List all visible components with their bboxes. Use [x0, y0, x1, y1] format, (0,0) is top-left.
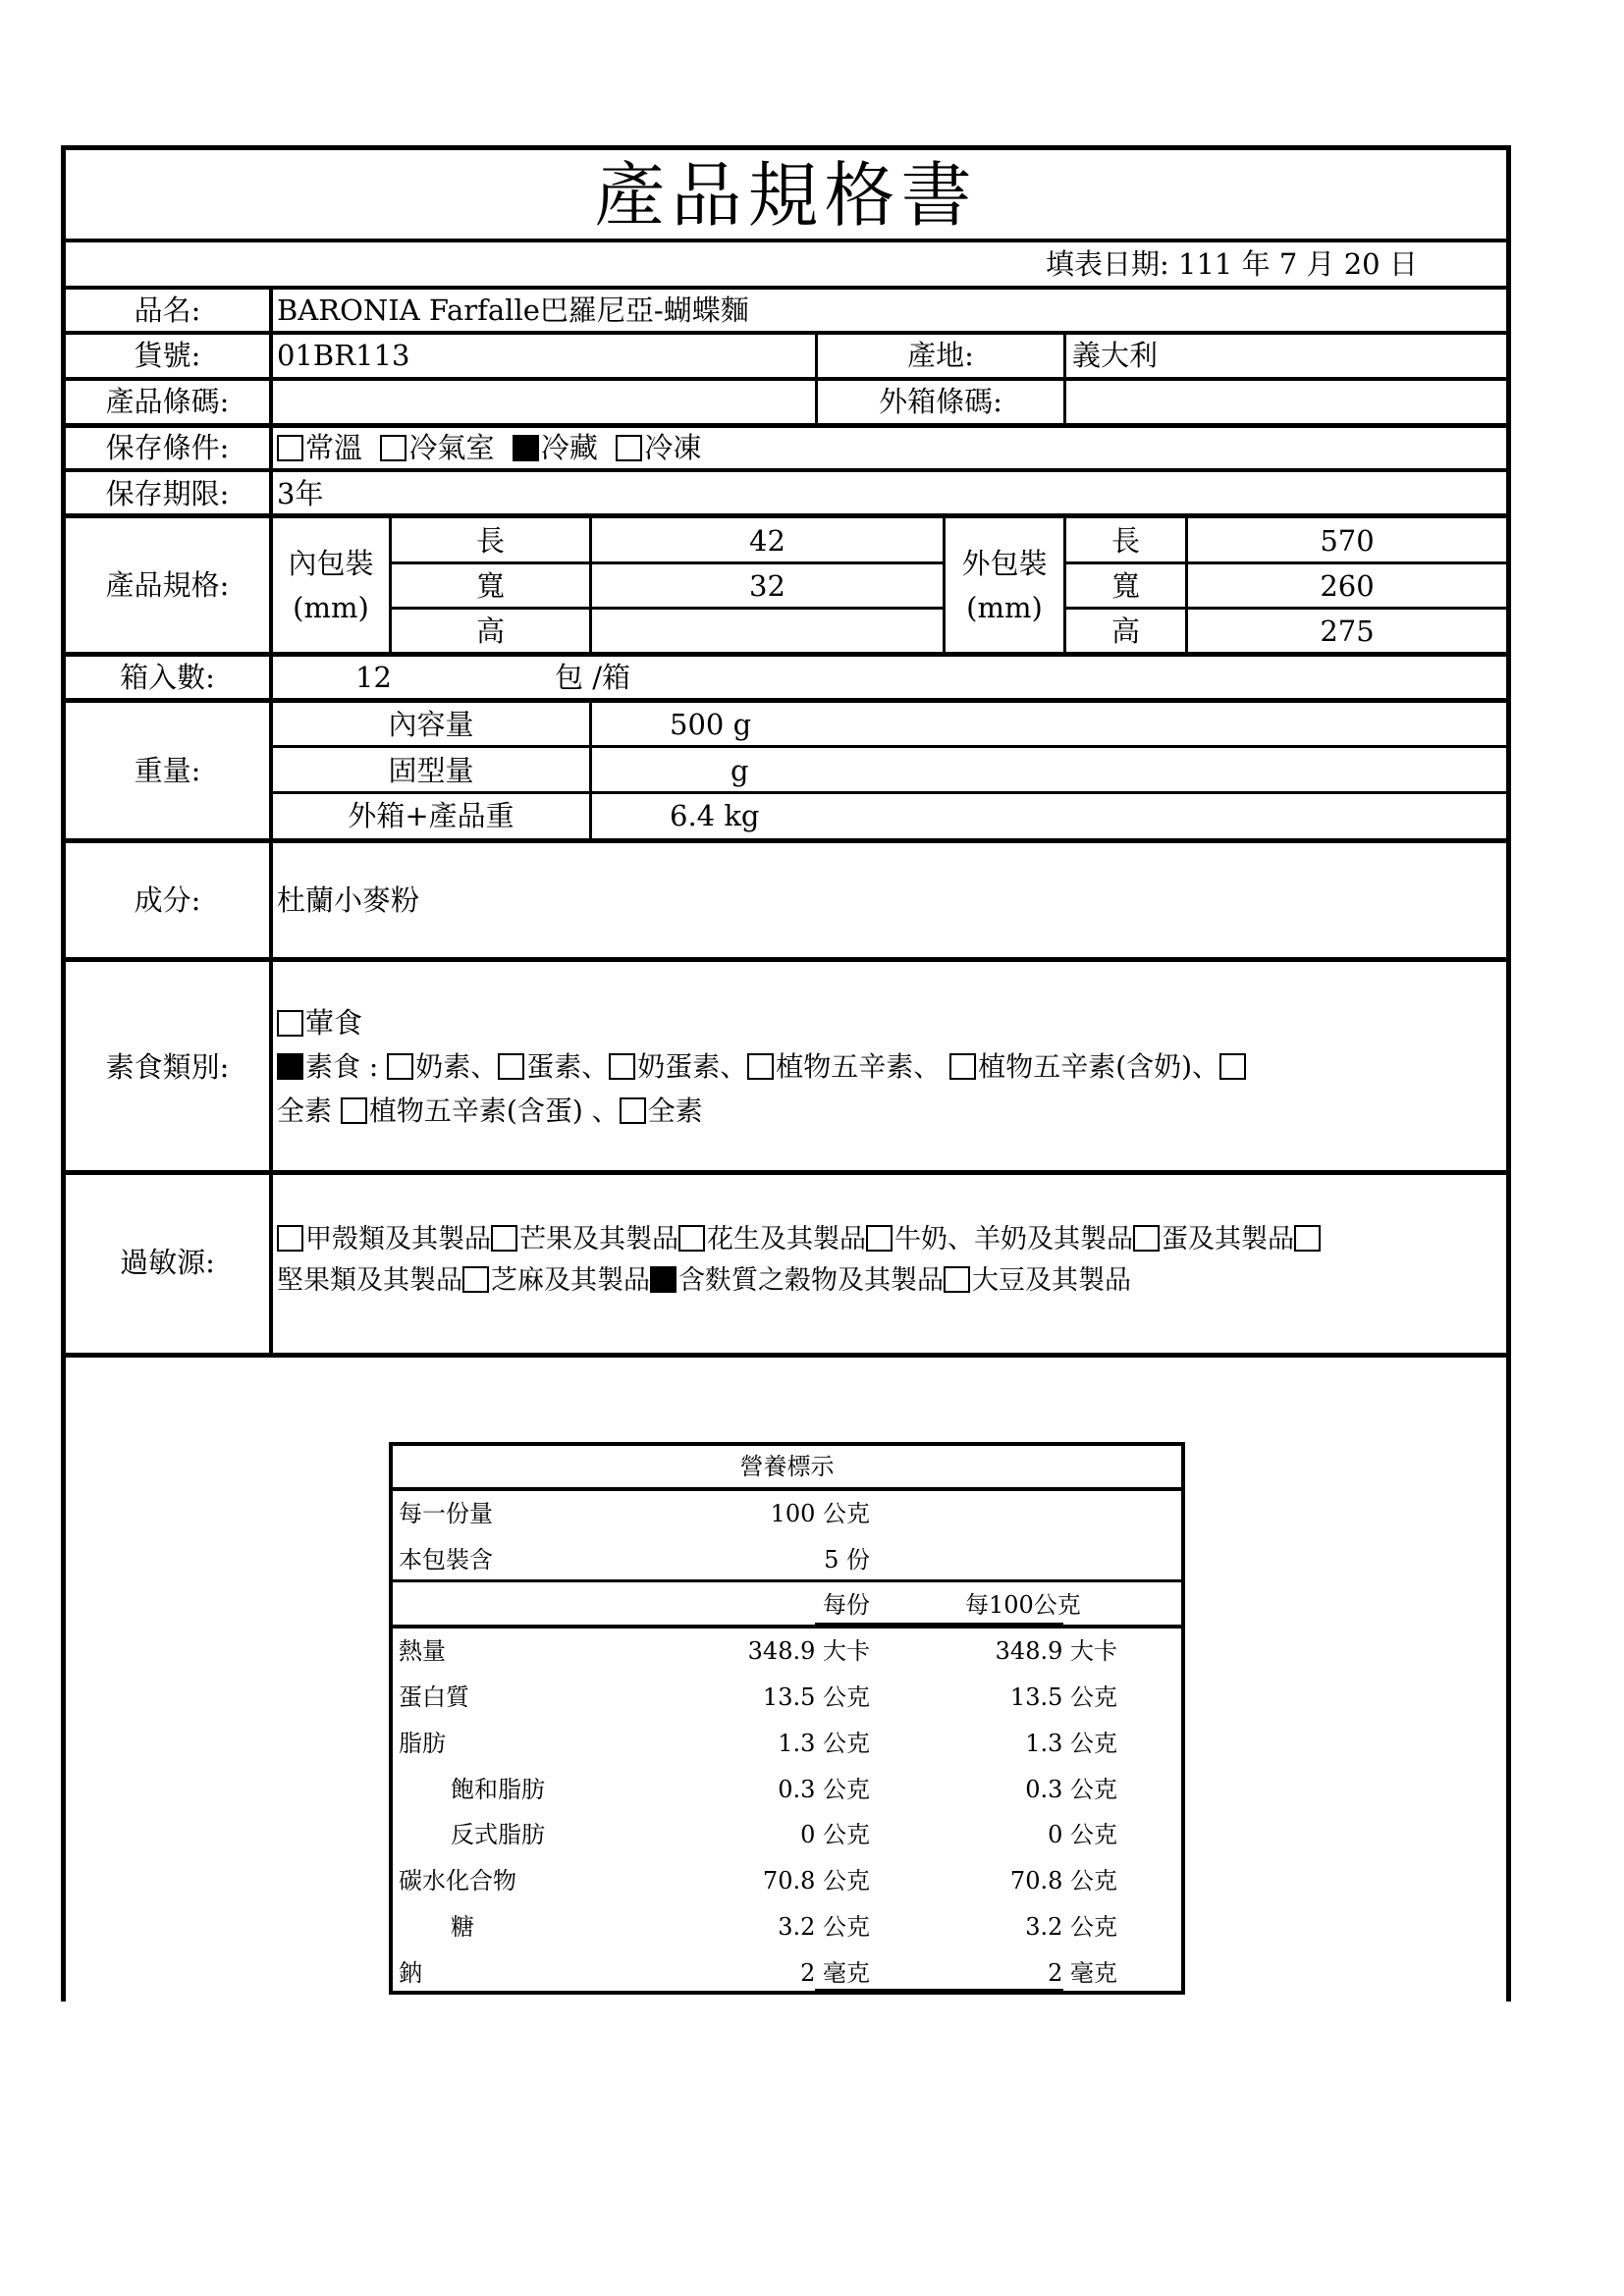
nutrient-per-100g: 0.3 公克	[1025, 1776, 1117, 1803]
storage-label: 保存條件:	[105, 431, 230, 464]
servings-label: 本包裝含	[399, 1546, 493, 1574]
outer-pack-label: 外包裝	[961, 547, 1048, 580]
allergen-checkbox[interactable]	[866, 1225, 893, 1252]
veg-checkbox-checked[interactable]	[277, 1053, 303, 1080]
nutrient-name: 脂肪	[399, 1730, 446, 1757]
storage-checkbox[interactable]	[616, 435, 642, 461]
allergens-line1: 甲殼類及其製品 芒果及其製品 花生及其製品 牛奶、羊奶及其製品 蛋及其製品	[277, 1225, 1323, 1253]
barcode-label: 產品條碼:	[105, 385, 230, 418]
nutrient-name: 反式脂肪	[451, 1821, 545, 1848]
nutrient-per-100g: 13.5 公克	[1009, 1683, 1117, 1711]
nutrient-per-serving: 0 公克	[800, 1821, 870, 1848]
vegetarian-label: 素食類別:	[105, 1050, 230, 1084]
allergens-line2: 堅果類及其製品 芝麻及其製品 含麩質之穀物及其製品 大豆及其製品	[277, 1265, 1131, 1296]
veg-type-checkbox[interactable]	[620, 1097, 646, 1124]
nutrient-name: 碳水化合物	[399, 1867, 516, 1895]
col-per-100g: 每100公克	[965, 1591, 1081, 1619]
outer-width: 260	[1320, 569, 1375, 603]
nutrient-per-100g: 2 毫克	[1048, 1959, 1117, 1987]
allergen-checkbox-checked[interactable]	[650, 1266, 677, 1293]
veg-type-checkbox[interactable]	[341, 1097, 367, 1124]
nutrient-per-serving: 1.3 公克	[778, 1730, 870, 1757]
shelf-life-value: 3年	[277, 477, 324, 510]
frame-top	[61, 145, 1511, 150]
allergens-label: 過敏源:	[120, 1246, 215, 1279]
origin-label: 產地:	[907, 339, 974, 372]
allergen-checkbox[interactable]	[462, 1266, 489, 1293]
allergen-checkbox[interactable]	[1133, 1225, 1160, 1252]
allergen-checkbox[interactable]	[277, 1225, 303, 1252]
inner-width-label: 寬	[475, 569, 505, 603]
outer-pack-unit: (mm)	[966, 591, 1043, 624]
page-title: 產品規格書	[594, 154, 978, 237]
nutrient-name: 熱量	[399, 1637, 446, 1665]
ingredients-label: 成分:	[134, 883, 201, 917]
inner-pack-label: 內包裝	[288, 547, 374, 580]
nutrient-per-serving: 348.9 大卡	[747, 1637, 870, 1665]
servings-value: 5 份	[824, 1546, 870, 1574]
case-qty-unit: 包 /箱	[555, 661, 630, 694]
solid-weight-value: g	[731, 754, 749, 787]
outer-height: 275	[1320, 614, 1375, 648]
outer-length-label: 長	[1110, 524, 1140, 558]
allergen-checkbox[interactable]	[678, 1225, 705, 1252]
meat-checkbox[interactable]	[277, 1010, 303, 1037]
solid-weight-label: 固型量	[388, 754, 474, 787]
inner-pack-unit: (mm)	[293, 591, 369, 624]
weight-label: 重量:	[134, 754, 201, 787]
case-qty-value: 12	[355, 661, 392, 694]
net-weight-value: 500 g	[670, 708, 752, 741]
shelf-life-label: 保存期限:	[105, 477, 230, 510]
vegetarian-meat: 葷食	[277, 1009, 362, 1038]
nutrient-per-serving: 3.2 公克	[778, 1913, 870, 1941]
item-no-label: 貨號:	[134, 339, 201, 372]
storage-checkbox[interactable]	[380, 435, 406, 461]
storage-options: 常溫 冷氣室 冷藏 冷凍	[277, 434, 701, 462]
product-name-label: 品名:	[134, 294, 201, 327]
nutrient-per-serving: 13.5 公克	[762, 1683, 870, 1711]
nutrient-name: 蛋白質	[399, 1683, 469, 1711]
vegetarian-line2: 素食 : 奶素、 蛋素、 奶蛋素、 植物五辛素、 植物五辛素(含奶)、	[277, 1053, 1248, 1081]
item-no-value: 01BR113	[277, 339, 410, 372]
inner-width: 32	[749, 569, 785, 603]
inner-length-label: 長	[475, 524, 505, 558]
ingredients-value: 杜蘭小麥粉	[277, 883, 420, 917]
col-per-serving: 每份	[823, 1591, 870, 1619]
allergen-checkbox[interactable]	[944, 1266, 970, 1293]
nutrition-title: 營養標示	[739, 1453, 835, 1480]
inner-height-label: 高	[475, 614, 505, 648]
nutrient-per-100g: 70.8 公克	[1009, 1867, 1117, 1895]
product-name-value: BARONIA Farfalle巴羅尼亞-蝴蝶麵	[277, 294, 749, 327]
gross-weight-label: 外箱+產品重	[348, 799, 514, 832]
outer-length: 570	[1320, 524, 1375, 558]
nutrient-per-100g: 1.3 公克	[1025, 1730, 1117, 1757]
storage-checkbox-checked[interactable]	[513, 435, 539, 461]
veg-type-checkbox[interactable]	[498, 1053, 524, 1080]
veg-type-checkbox[interactable]	[747, 1053, 774, 1080]
nutrient-per-100g: 0 公克	[1048, 1821, 1117, 1848]
fill-date: 填表日期: 111 年 7 月 20 日	[1046, 247, 1418, 281]
carton-barcode-label: 外箱條碼:	[879, 385, 1002, 418]
origin-value: 義大利	[1072, 339, 1159, 372]
nutrient-name: 糖	[451, 1913, 474, 1941]
serving-size-label: 每一份量	[399, 1500, 493, 1527]
inner-length: 42	[749, 524, 785, 558]
allergen-checkbox[interactable]	[491, 1225, 517, 1252]
nutrient-name: 飽和脂肪	[451, 1776, 545, 1803]
net-weight-label: 內容量	[388, 708, 474, 741]
case-qty-label: 箱入數:	[120, 661, 215, 694]
nutrient-per-serving: 0.3 公克	[778, 1776, 870, 1803]
veg-type-checkbox[interactable]	[949, 1053, 976, 1080]
serving-size-value: 100 公克	[770, 1500, 870, 1527]
veg-type-checkbox[interactable]	[609, 1053, 635, 1080]
storage-checkbox[interactable]	[277, 435, 303, 461]
outer-height-label: 高	[1110, 614, 1140, 648]
nutrient-per-serving: 70.8 公克	[762, 1867, 870, 1895]
veg-type-checkbox[interactable]	[387, 1053, 413, 1080]
nutrient-per-100g: 348.9 大卡	[995, 1637, 1117, 1665]
spec-label: 產品規格:	[105, 568, 230, 602]
nutrient-per-serving: 2 毫克	[800, 1959, 870, 1987]
outer-width-label: 寬	[1110, 569, 1140, 603]
gross-weight-value: 6.4 kg	[670, 799, 760, 832]
allergen-checkbox[interactable]	[1294, 1225, 1321, 1252]
vegetarian-line3: 全素 植物五辛素(含蛋) 、 全素	[277, 1095, 703, 1127]
veg-type-checkbox[interactable]	[1219, 1053, 1246, 1080]
nutrient-per-100g: 3.2 公克	[1025, 1913, 1117, 1941]
nutrient-name: 鈉	[399, 1959, 422, 1987]
